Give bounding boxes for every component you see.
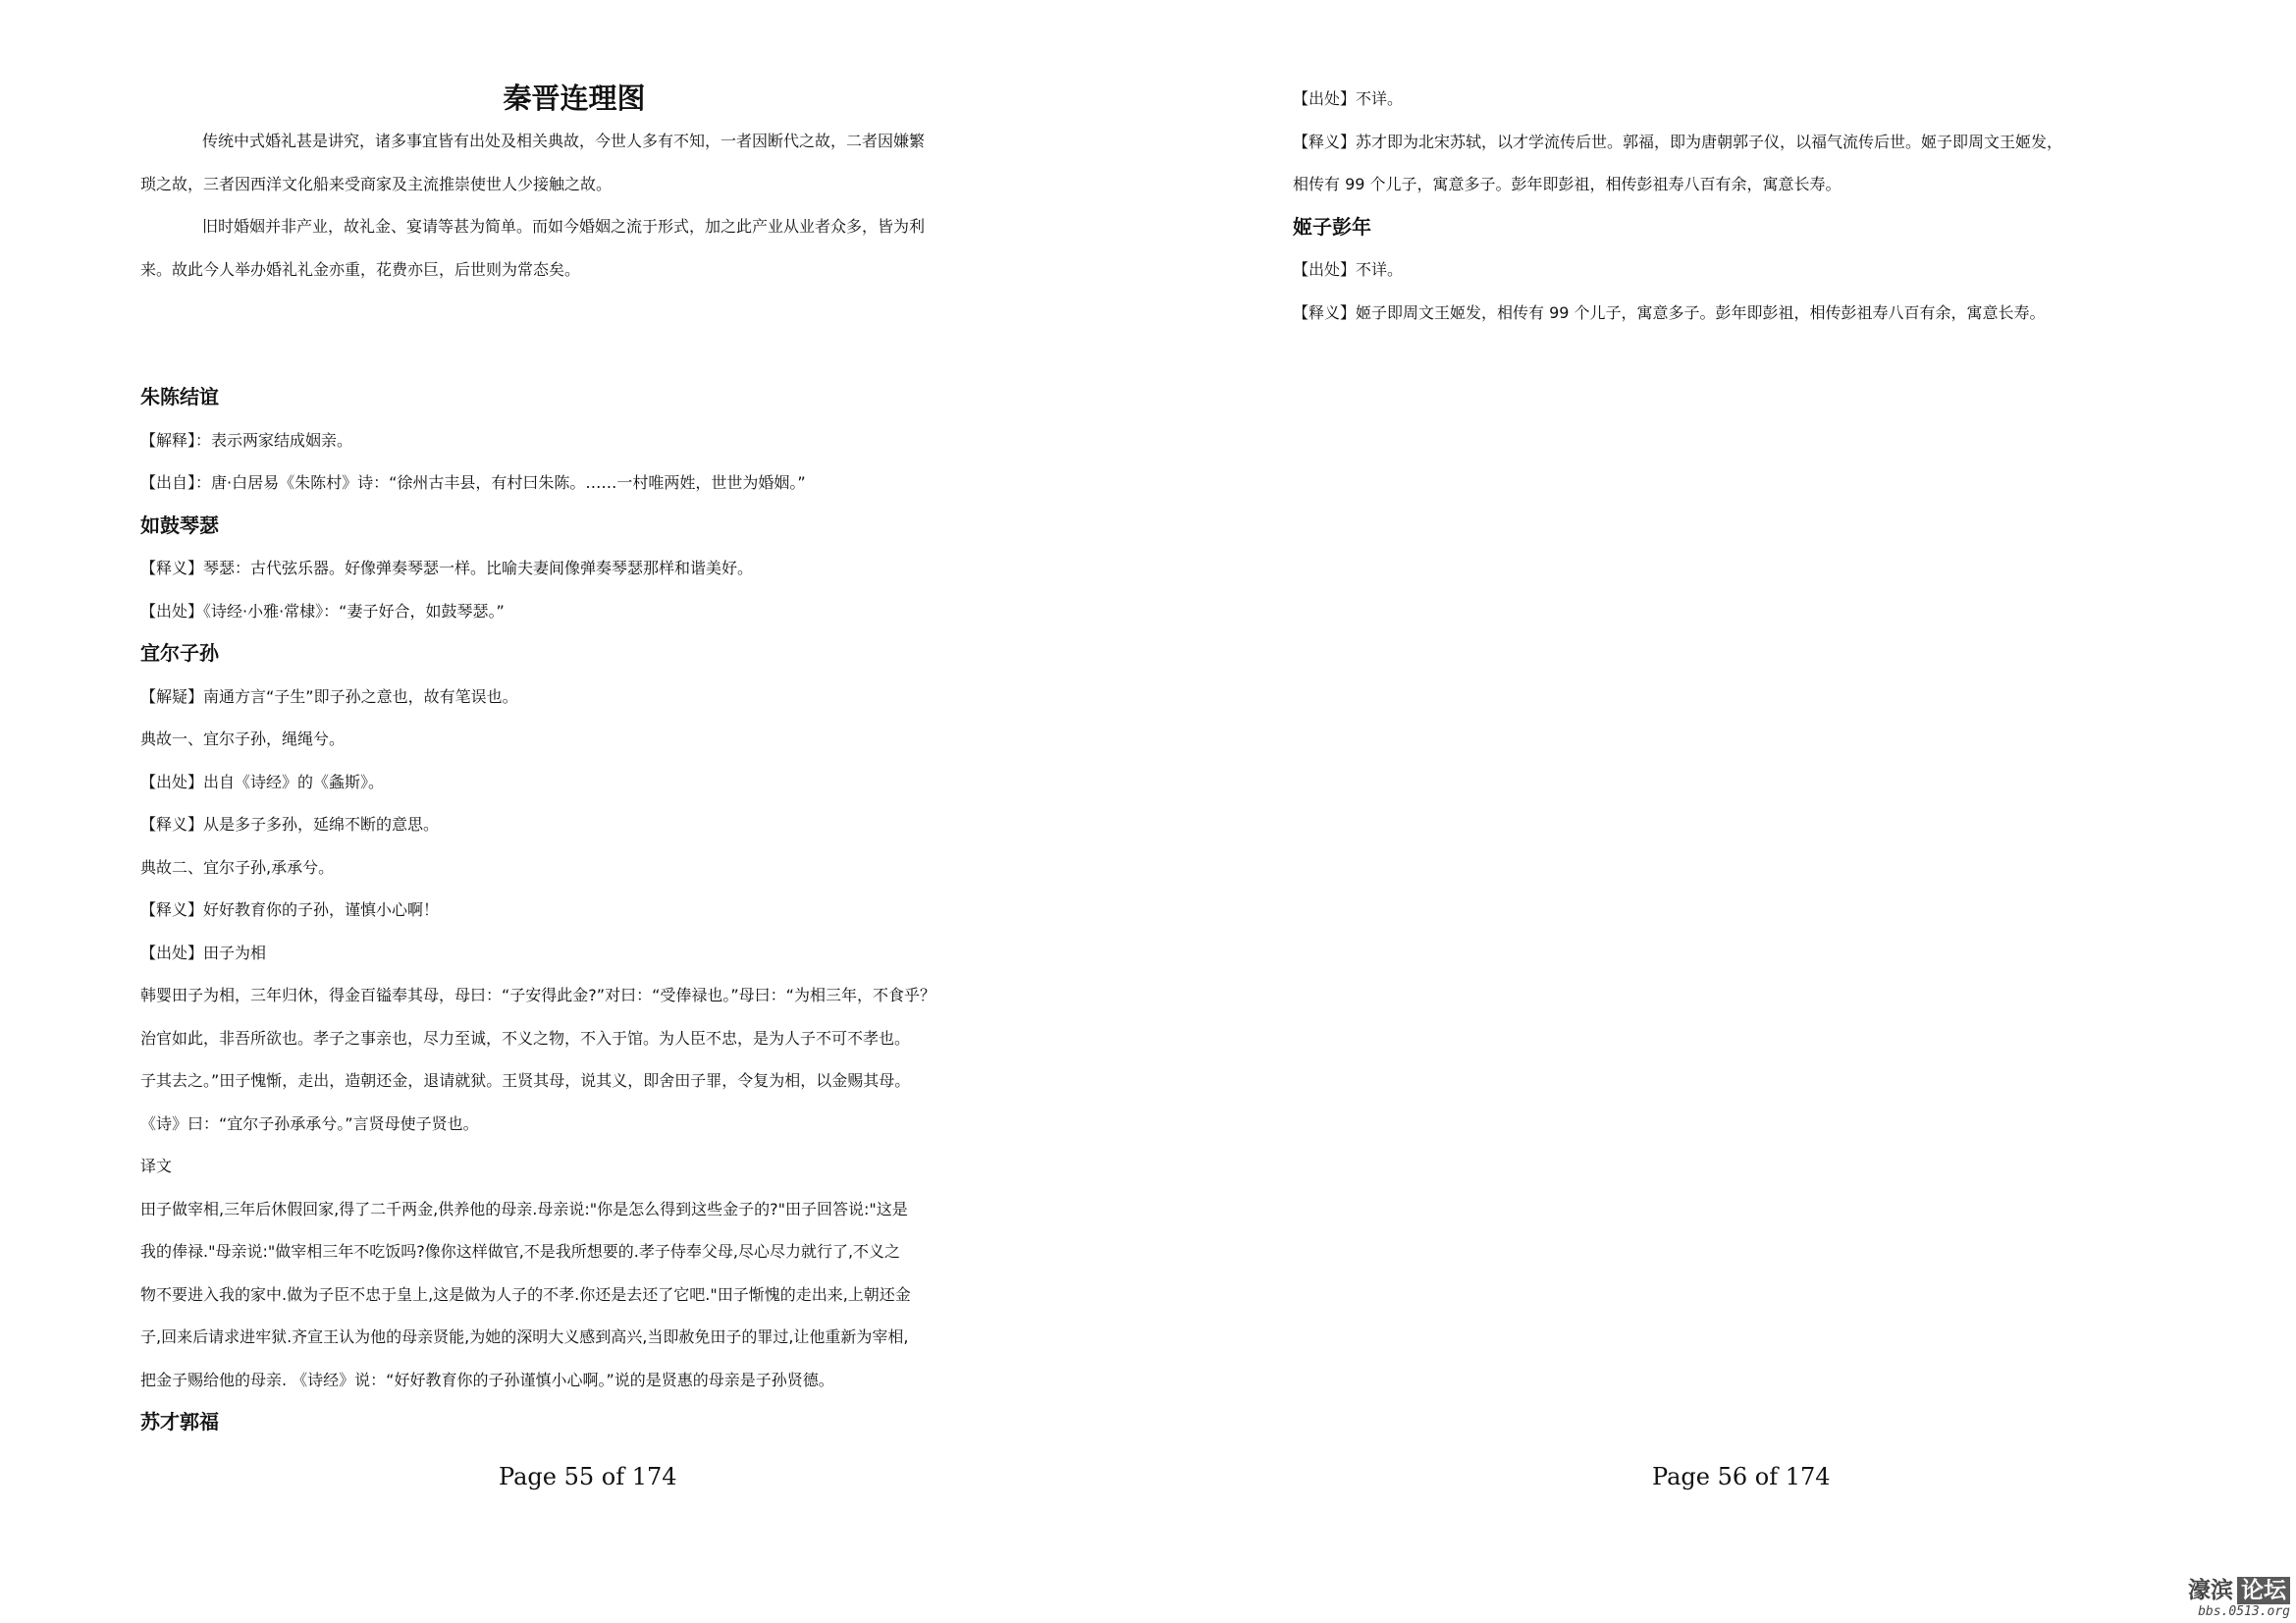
- text-line: 典故一、宜尔子孙，绳绳兮。: [140, 730, 346, 748]
- text-line: 【出处】《诗经·小雅·常棣》：“妻子好合，如鼓琴瑟。”: [140, 601, 505, 621]
- page-footer-right: Page 56 of 174: [1652, 1463, 1831, 1490]
- forum-watermark-logo: [2188, 1577, 2290, 1619]
- section-heading: 宜尔子孙: [140, 641, 219, 665]
- text-line: 韩婴田子为相，三年归休，得金百镒奉其母，母曰：“子安得此金?”对曰：“受俸禄也。”母曰：“为相三年，不食乎？: [140, 986, 935, 1004]
- text-line: 旧时婚姻并非产业，故礼金、宴请等甚为简单。而如今婚姻之流于形式，加之此产业从业者众多，皆为利: [202, 217, 926, 236]
- text-line: 译文: [140, 1157, 173, 1175]
- intro-section: [140, 120, 1122, 291]
- watermark-url: bbs.0513.org: [2198, 1604, 2290, 1619]
- text-line: 【出处】不详。: [1293, 260, 1404, 279]
- text-line: 【解释】：表示两家结成姻亲。: [140, 430, 353, 450]
- text-line: 我的俸禄."母亲说:"做宰相三年不吃饭吗?像你这样做官,不是我所想要的.孝子侍奉父母,尽心尽力就行了,不义之: [140, 1242, 901, 1261]
- text-line: 相传有 99 个儿子，寓意多子。彭年即彭祖，相传彭祖寿八百有余，寓意长寿。: [1293, 175, 1842, 193]
- document-title: 秦晋连理图: [503, 81, 646, 115]
- text-line: 典故二、宜尔子孙,承承兮。: [140, 857, 335, 877]
- text-line: 子,回来后请求进牢狱.齐宣王认为他的母亲贤能,为她的深明大义感到高兴,当即赦免田子的罪过,让他重新为宰相,: [140, 1327, 909, 1346]
- page-footer-left: Page 55 of 174: [499, 1463, 677, 1490]
- text-line: 田子做宰相,三年后休假回家,得了二千两金,供养他的母亲.母亲说:"你是怎么得到这些金子的?"田子回答说:"这是: [140, 1199, 908, 1218]
- text-line: 【释义】好好教育你的子孙，谨慎小心啊！: [140, 900, 440, 919]
- text-line: 【释义】琴瑟：古代弦乐器。好像弹奏琴瑟一样。比喻夫妻间像弹奏琴瑟那样和谐美好。: [140, 559, 754, 577]
- text-line: 【出自】：唐·白居易《朱陈村》诗：“徐州古丰县，有村曰朱陈。……一村唯两姓，世世为婚姻。”: [140, 473, 806, 492]
- text-line: 琐之故，三者因西洋文化船来受商家及主流推崇使世人少接触之故。: [140, 174, 613, 193]
- text-line: 《诗》曰：“宜尔子孙承承兮。”言贤母使子贤也。: [140, 1113, 479, 1133]
- text-line: 传统中式婚礼甚是讲究，诸多事宜皆有出处及相关典故，今世人多有不知，一者因断代之故，二者因嫌繁: [202, 132, 926, 150]
- text-line: 来。故此今人举办婚礼礼金亦重，花费亦巨，后世则为常态矣。: [140, 259, 581, 279]
- text-line: 【出处】出自《诗经》的《螽斯》。: [140, 772, 385, 791]
- section-heading: 苏才郭福: [140, 1410, 219, 1434]
- watermark-title: [2188, 1577, 2290, 1604]
- entries-section: [140, 376, 1122, 1444]
- text-line: 【出处】田子为相: [140, 943, 267, 962]
- watermark-name-b: 论坛: [2237, 1577, 2290, 1604]
- text-line: 【释义】苏才即为北宋苏轼，以才学流传后世。郭福，即为唐朝郭子仪，以福气流传后世。姬子即周文王姬发，: [1293, 132, 2063, 151]
- text-line: 【释义】从是多子多孙，延绵不断的意思。: [140, 815, 440, 834]
- text-line: 治官如此，非吾所欲也。孝子之事亲也，尽力至诚，不义之物，不入于馆。为人臣不忠，是为人子不可不孝也。: [140, 1028, 911, 1048]
- text-line: 【解疑】南通方言“子生”即子孙之意也，故有笔误也。: [140, 686, 518, 706]
- section-heading: 朱陈结谊: [140, 385, 219, 408]
- section-heading: 姬子彭年: [1293, 214, 1371, 239]
- text-line: 物不要进入我的家中.做为子臣不忠于皇上,这是做为人子的不孝.你还是去还了它吧."田子惭愧的走出来,上朝还金: [140, 1284, 911, 1304]
- right-page: [1148, 0, 2296, 1623]
- section-heading: 如鼓琴瑟: [140, 513, 219, 537]
- text-line: 【出处】不详。: [1293, 89, 1404, 108]
- text-line: 子其去之。”田子愧惭，走出，造朝还金，退请就狱。王贤其母，说其义，即舍田子罪，令复为相，以金赐其母。: [140, 1071, 911, 1090]
- watermark-name-a: 濠滨: [2188, 1578, 2233, 1603]
- text-line: 把金子赐给他的母亲. 《诗经》说：“好好教育你的子孙谨慎小心啊。”说的是贤惠的母亲是子孙贤德。: [140, 1370, 834, 1389]
- text-line: 【释义】姬子即周文王姬发，相传有 99 个儿子，寓意多子。彭年即彭祖，相传彭祖寿八百有余，寓意长寿。: [1293, 302, 2046, 322]
- entries-section-right: [1293, 78, 2274, 334]
